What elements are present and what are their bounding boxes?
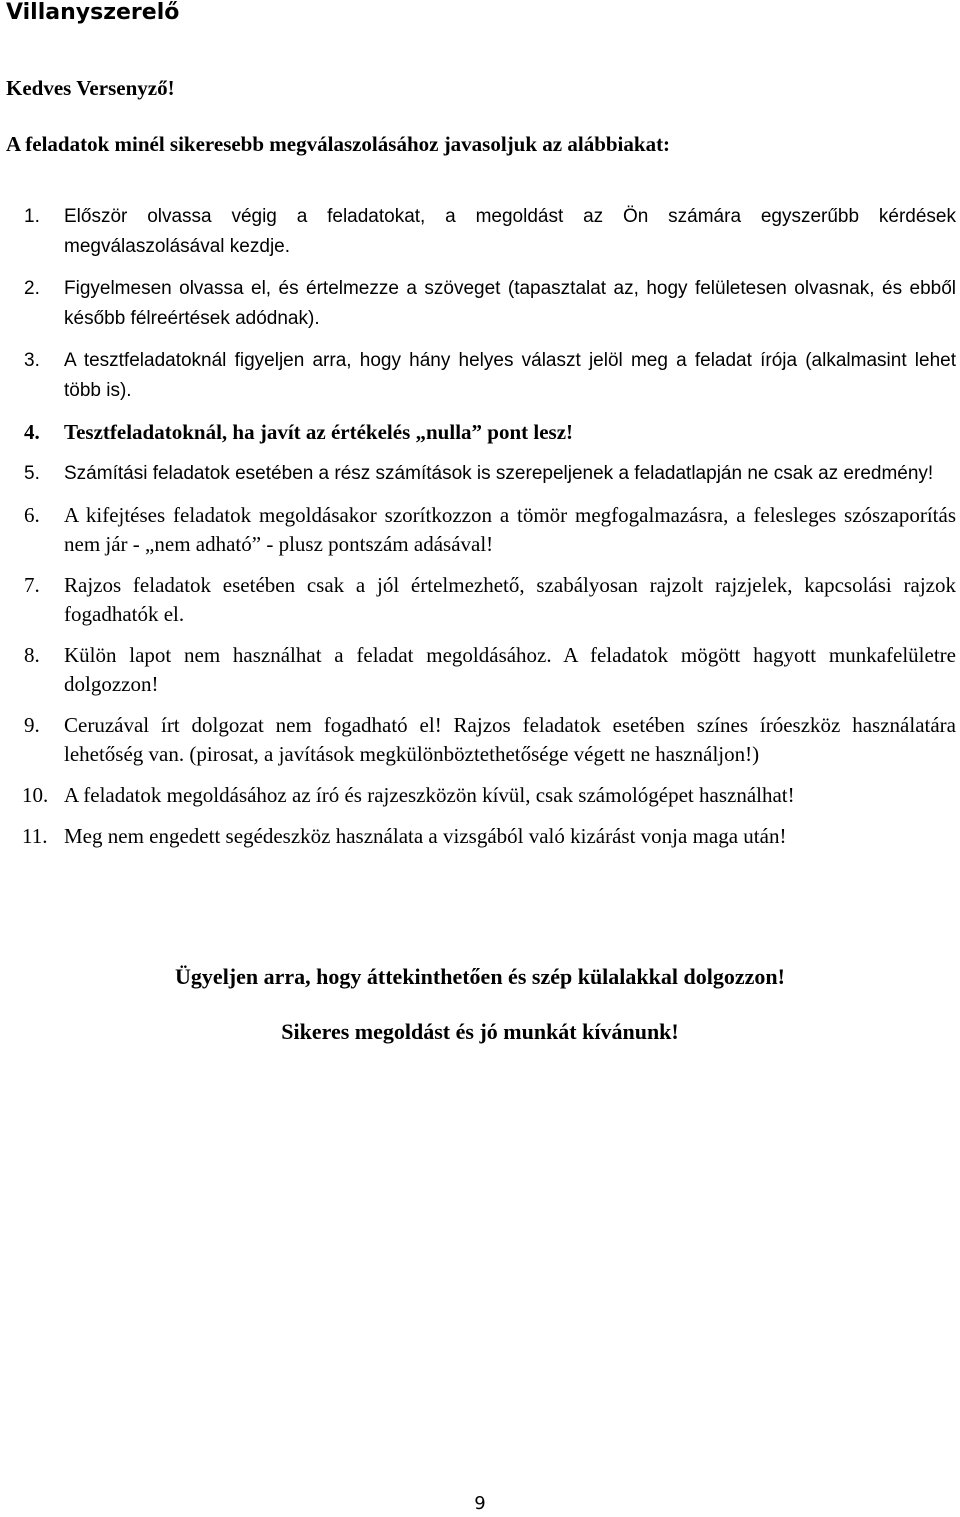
list-item-number: 1.	[24, 206, 40, 227]
list-item-number: 5.	[24, 463, 40, 484]
list-item	[24, 346, 956, 406]
list-item-text: A tesztfeladatoknál figyeljen arra, hogy hány helyes választ jelöl meg a feladat írója (alkalmasint lehet több is).	[64, 350, 956, 401]
list-item-text: Külön lapot nem használhat a feladat megoldásához. A feladatok mögött hagyott munkafelületre dolgozzon!	[64, 643, 956, 696]
list-item	[24, 418, 956, 447]
list-item-text: Számítási feladatok esetében a rész számítások is szerepeljenek a feladatlapján ne csak az eredmény!	[64, 463, 934, 484]
page-title: Villanyszerelő	[6, 0, 180, 25]
list-item	[24, 781, 956, 810]
list-item-text: A kifejtéses feladatok megoldásakor szorítkozzon a tömör megfogalmazásra, a felesleges szószaporítás nem jár - „nem adható” - plusz pontszám adásával!	[64, 503, 956, 556]
list-item	[24, 822, 956, 851]
intro-text: A feladatok minél sikeresebb megválaszolásához javasoljuk az alábbiakat:	[6, 132, 671, 156]
list-item-number: 8.	[24, 643, 40, 667]
list-item	[24, 571, 956, 629]
list-item-number: 4.	[24, 420, 40, 444]
list-item-text: Tesztfeladatoknál, ha javít az értékelés „nulla” pont lesz!	[64, 420, 574, 444]
list-item-number: 6.	[24, 503, 40, 527]
list-item-number: 2.	[24, 278, 40, 299]
list-item-number: 10.	[22, 783, 49, 807]
list-item	[24, 501, 956, 559]
list-item-number: 9.	[24, 713, 40, 737]
closing-instruction: Ügyeljen arra, hogy áttekinthetően és szép külalakkal dolgozzon!	[175, 964, 785, 989]
closing-wish: Sikeres megoldást és jó munkát kívánunk!	[281, 1019, 679, 1044]
list-item-number: 11.	[22, 824, 48, 848]
list-item-text: Meg nem engedett segédeszköz használata a vizsgából való kizárást vonja maga után!	[64, 824, 787, 848]
list-item-text: Rajzos feladatok esetében csak a jól értelmezhető, szabályosan rajzolt rajzjelek, kapcsolási rajzok fogadhatók el.	[64, 573, 956, 626]
rules-list	[24, 202, 956, 863]
list-item	[24, 711, 956, 769]
list-item-text: Először olvassa végig a feladatokat, a megoldást az Ön számára egyszerűbb kérdések megválaszolásával kezdje.	[64, 206, 956, 257]
page-number: 9	[474, 1493, 486, 1514]
list-item-text: Figyelmesen olvassa el, és értelmezze a szöveget (tapasztalat az, hogy felületesen olvasnak, és ebből később félreértések adódnak).	[64, 278, 956, 329]
list-item-number: 7.	[24, 573, 40, 597]
greeting: Kedves Versenyző!	[6, 76, 175, 100]
list-item-number: 3.	[24, 350, 40, 371]
list-item	[24, 459, 956, 489]
list-item	[24, 641, 956, 699]
list-item-text: A feladatok megoldásához az író és rajzeszközön kívül, csak számológépet használhat!	[64, 783, 795, 807]
list-item	[24, 274, 956, 334]
list-item-text: Ceruzával írt dolgozat nem fogadható el! Rajzos feladatok esetében színes íróeszköz használatára lehetőség van. (pirosat, a javítások megkülönböztethetősége végett ne használjon!)	[64, 713, 956, 766]
list-item	[24, 202, 956, 262]
